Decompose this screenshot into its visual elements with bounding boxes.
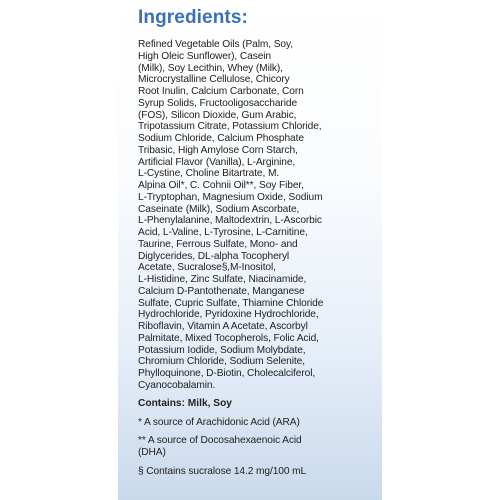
ingredient-line: Refined Vegetable Oils (Palm, Soy, bbox=[138, 39, 293, 50]
ingredient-line: Calcium D-Pantothenate, Manganese bbox=[138, 285, 305, 297]
ingredient-line: Sulfate, Cupric Sulfate, Thiamine Chloride bbox=[138, 297, 324, 309]
ingredient-line: Phylloquinone, D-Biotin, Cholecalciferol, bbox=[138, 368, 316, 379]
ingredient-line: Acetate, Sucralose§,M-Inositol, bbox=[138, 262, 276, 274]
footnote-text: (DHA) bbox=[138, 447, 166, 458]
ingredient-line: (FOS), Silicon Dioxide, Gum Arabic, bbox=[138, 109, 297, 121]
ingredient-line: Taurine, Ferrous Sulfate, Mono- and bbox=[138, 238, 298, 250]
ingredients-list bbox=[138, 39, 376, 392]
ingredient-line: Microcrystalline Cellulose, Chicory bbox=[138, 74, 290, 86]
footnote-ara bbox=[138, 417, 376, 429]
footnote-text: * A source of Arachidonic Acid (ARA) bbox=[138, 416, 300, 428]
footnote-dha bbox=[138, 435, 376, 459]
ingredient-line: Hydrochloride, Pyridoxine Hydrochloride, bbox=[138, 309, 319, 321]
ingredient-line: Caseinate (Milk), Sodium Ascorbate, bbox=[138, 203, 300, 215]
footnote-text: § Contains sucralose 14.2 mg/100 mL bbox=[138, 465, 307, 477]
ingredient-line: Sodium Chloride, Calcium Phosphate bbox=[138, 133, 304, 144]
ingredient-line: (Milk), Soy Lecithin, Whey (Milk), bbox=[138, 62, 283, 74]
footnote-sucralose bbox=[138, 466, 376, 478]
ingredients-panel bbox=[118, 0, 382, 500]
ingredient-line: L-Phenylalanine, Maltodextrin, L-Ascorbic bbox=[138, 215, 322, 227]
ingredient-line: High Oleic Sunflower), Casein bbox=[138, 50, 271, 62]
ingredient-line: Potassium Iodide, Sodium Molybdate, bbox=[138, 344, 306, 356]
ingredient-line: Tribasic, High Amylose Corn Starch, bbox=[138, 144, 298, 156]
ingredient-line: L-Cystine, Choline Bitartrate, M. bbox=[138, 168, 280, 180]
ingredient-line: Tripotassium Citrate, Potassium Chloride, bbox=[138, 121, 322, 133]
ingredient-line: Syrup Solids, Fructooligosaccharide bbox=[138, 97, 298, 109]
ingredient-line: L-Tryptophan, Magnesium Oxide, Sodium bbox=[138, 191, 323, 203]
ingredient-line: Diglycerides, DL-alpha Tocopheryl bbox=[138, 250, 290, 262]
ingredient-line: Riboflavin, Vitamin A Acetate, Ascorbyl bbox=[138, 321, 308, 332]
ingredient-line: Palmitate, Mixed Tocopherols, Folic Acid, bbox=[138, 332, 319, 344]
ingredients-heading: Ingredients: bbox=[138, 7, 248, 28]
ingredient-line: Acid, L-Valine, L-Tyrosine, L-Carnitine, bbox=[138, 227, 308, 238]
ingredient-line: Cyanocobalamin. bbox=[138, 379, 216, 391]
footnote-text: ** A source of Docosahexaenoic Acid bbox=[138, 435, 302, 447]
ingredient-line: Root Inulin, Calcium Carbonate, Corn bbox=[138, 86, 304, 97]
ingredient-line: Artificial Flavor (Vanilla), L-Arginine, bbox=[138, 156, 296, 168]
ingredient-line: Alpina Oil*, C. Cohnii Oil**, Soy Fiber, bbox=[138, 180, 304, 191]
allergen-statement: Contains: Milk, Soy bbox=[138, 397, 232, 409]
ingredient-line: Chromium Chloride, Sodium Selenite, bbox=[138, 356, 305, 368]
ingredient-line: L-Histidine, Zinc Sulfate, Niacinamide, bbox=[138, 274, 307, 285]
